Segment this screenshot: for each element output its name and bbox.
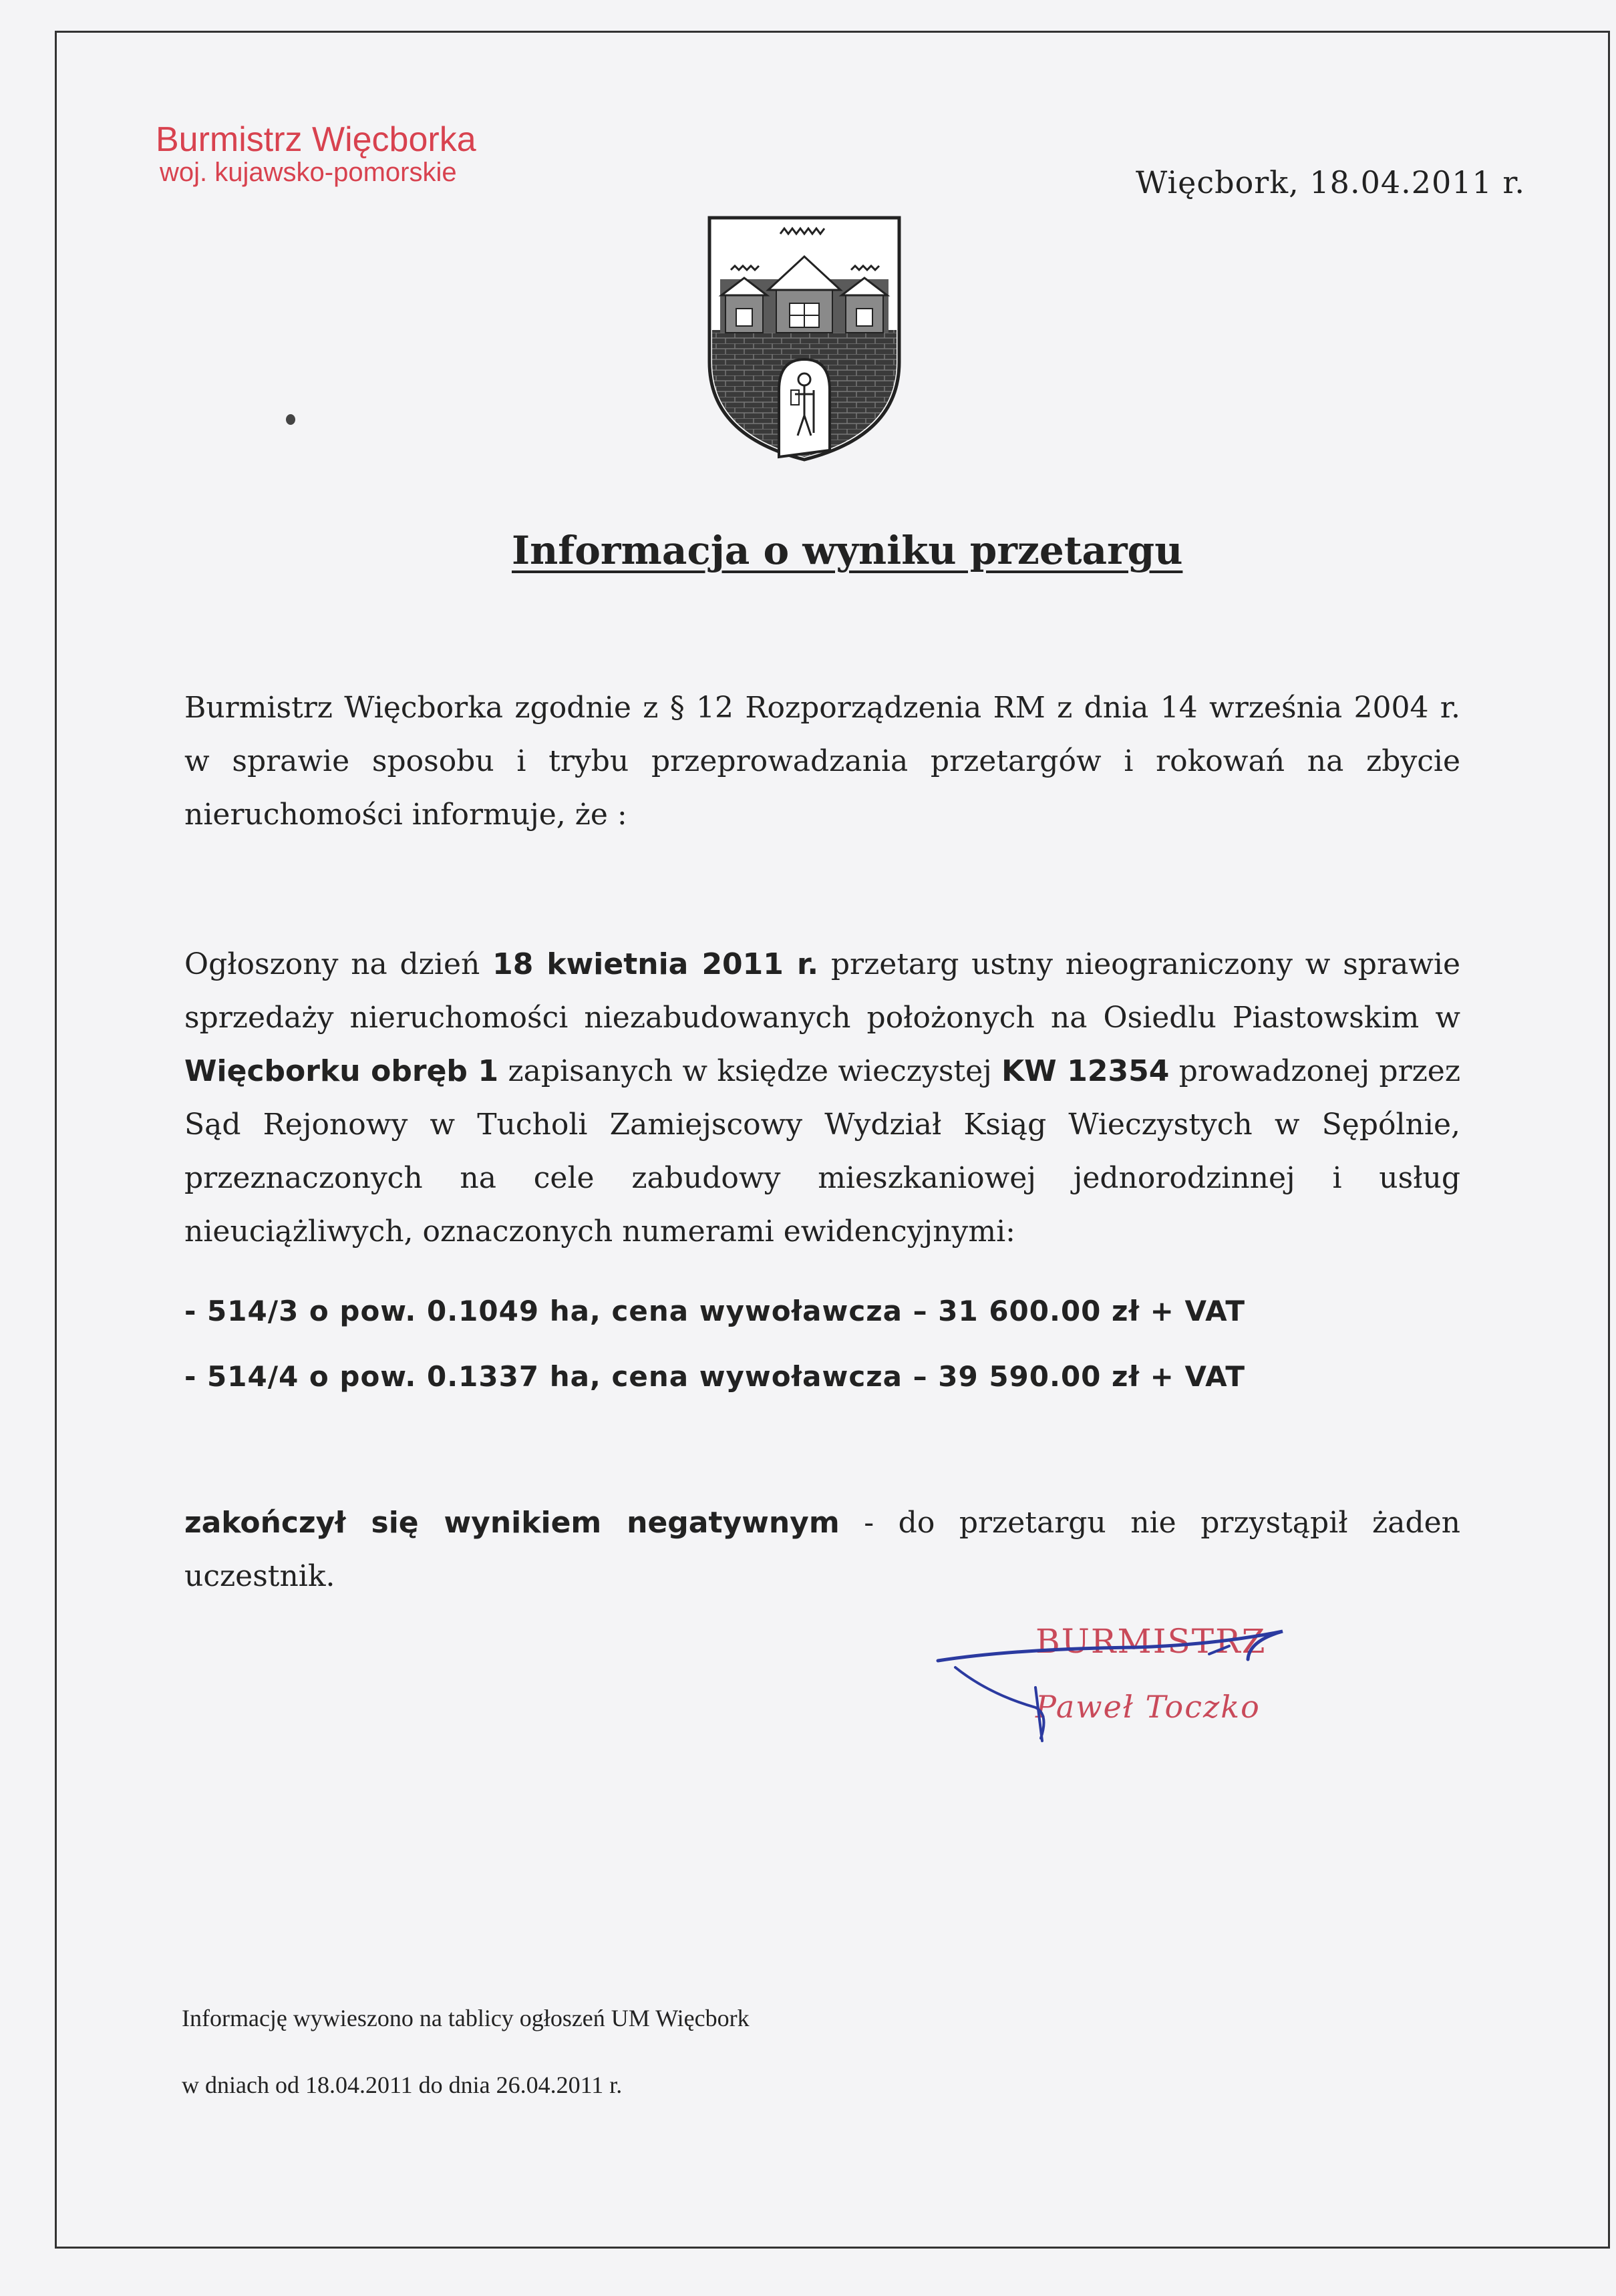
stamp-line-2: woj. kujawsko-pomorskie (160, 157, 457, 187)
announcement-text-3: zapisanych w księdze wieczystej (498, 1054, 1002, 1088)
scan-speck (286, 414, 295, 425)
signature-title: BURMISTRZ (1035, 1622, 1267, 1661)
land-register-number: KW 12354 (1001, 1054, 1170, 1088)
intro-paragraph: Burmistrz Więcborka zgodnie z § 12 Rozporządzenia RM z dnia 14 września 2004 r. w sprawie sposobu i trybu przeprowadzania przetargów i rokowań na zbycie nieruchomości informuje, że : (184, 691, 1460, 832)
document-date: Więcbork, 18.04.2011 r. (1136, 164, 1525, 200)
announcement-text-1: Ogłoszony na dzień (184, 947, 493, 981)
result-outcome: zakończył się wynikiem negatywnym (184, 1506, 840, 1540)
parcel-item: - 514/3 o pow. 0.1049 ha, cena wywoławcza – 31 600.00 zł + VAT (184, 1295, 1246, 1327)
coat-of-arms-icon (707, 215, 902, 462)
stamp-line-1: Burmistrz Więcborka (156, 120, 476, 159)
parcel-item: - 514/4 o pow. 0.1337 ha, cena wywoławcza – 39 590.00 zł + VAT (184, 1360, 1246, 1393)
signature-name: Paweł Toczko (1035, 1689, 1261, 1725)
footer-line-1: Informację wywieszono na tablicy ogłoszeń UM Więcbork (182, 2005, 750, 2031)
handwritten-signature-icon (935, 1607, 1309, 1761)
office-stamp (156, 122, 476, 186)
result-paragraph (184, 1496, 1460, 1603)
location-precinct: Więcborku obręb 1 (184, 1054, 499, 1088)
footer-line-2: w dniach od 18.04.2011 do dnia 26.04.2011 r. (182, 2072, 623, 2098)
announcement-paragraph (184, 938, 1460, 1259)
announcement-text-4: prowadzonej przez Sąd Rejonowy w Tucholi Zamiejscowy Wydział Ksiąg Wieczystych w Sępólnie, przeznaczonych na cele zabudowy mieszkaniowej jednorodzinnej i usług nieuciążliwych, oznaczonych numerami ewidencyjnymi: (184, 1054, 1461, 1249)
signature-stamp (935, 1607, 1309, 1761)
result-text: - do przetargu nie przystąpił żaden uczestnik. (184, 1506, 1460, 1593)
auction-date: 18 kwietnia 2011 r. (492, 947, 819, 981)
announcement-text-2: przetarg ustny nieograniczony w sprawie sprzedaży nieruchomości niezabudowanych położonych na Osiedlu Piastowskim w (184, 947, 1460, 1035)
page-title: Informacja o wyniku przetargu (512, 528, 1183, 573)
